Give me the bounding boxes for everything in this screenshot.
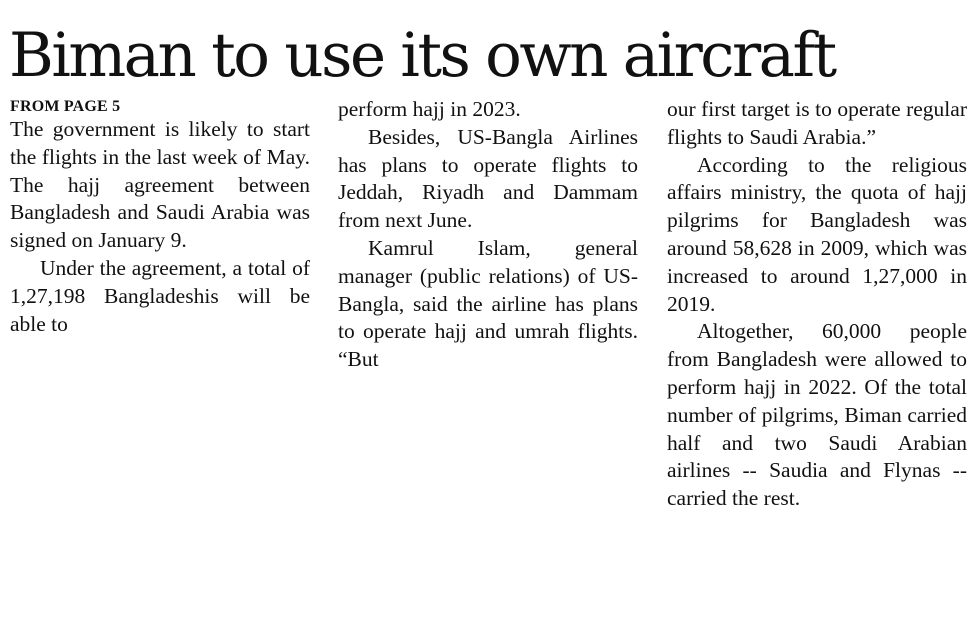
paragraph: Kamrul Islam, general manager (public relations) of US-Bangla, said the airline has plans to operate hajj and umrah flights. “But xyxy=(338,235,638,372)
headline: Biman to use its own aircraft xyxy=(9,20,835,91)
jump-line: FROM PAGE 5 xyxy=(10,98,121,115)
paragraph: Besides, US-Bangla Airlines has plans to operate flights to Jeddah, Riyadh and Dammam from next June. xyxy=(338,124,638,233)
paragraph: our first target is to operate regular flights to Saudi Arabia.” xyxy=(667,97,967,149)
paragraph: The government is likely to start the flights in the last week of May. The hajj agreement between Bangladesh and Saudi Arabia was signed on January 9. xyxy=(10,117,310,253)
article-column-1 xyxy=(10,96,310,338)
article-column-3 xyxy=(667,96,967,513)
paragraph: Under the agreement, a total of 1,27,198 Bangladeshis will be able to xyxy=(10,255,310,336)
paragraph: perform hajj in 2023. xyxy=(338,97,521,121)
paragraph: According to the religious affairs ministry, the quota of hajj pilgrims for Bangladesh was around 58,628 in 2009, which was increased to around 1,27,000 in 2019. xyxy=(667,152,967,316)
article-column-2 xyxy=(338,96,638,374)
paragraph: Altogether, 60,000 people from Bangladesh were allowed to perform hajj in 2022. Of the total number of pilgrims, Biman carried half and two Saudi Arabian airlines -- Saudia and Flynas -- carried the rest. xyxy=(667,319,967,511)
